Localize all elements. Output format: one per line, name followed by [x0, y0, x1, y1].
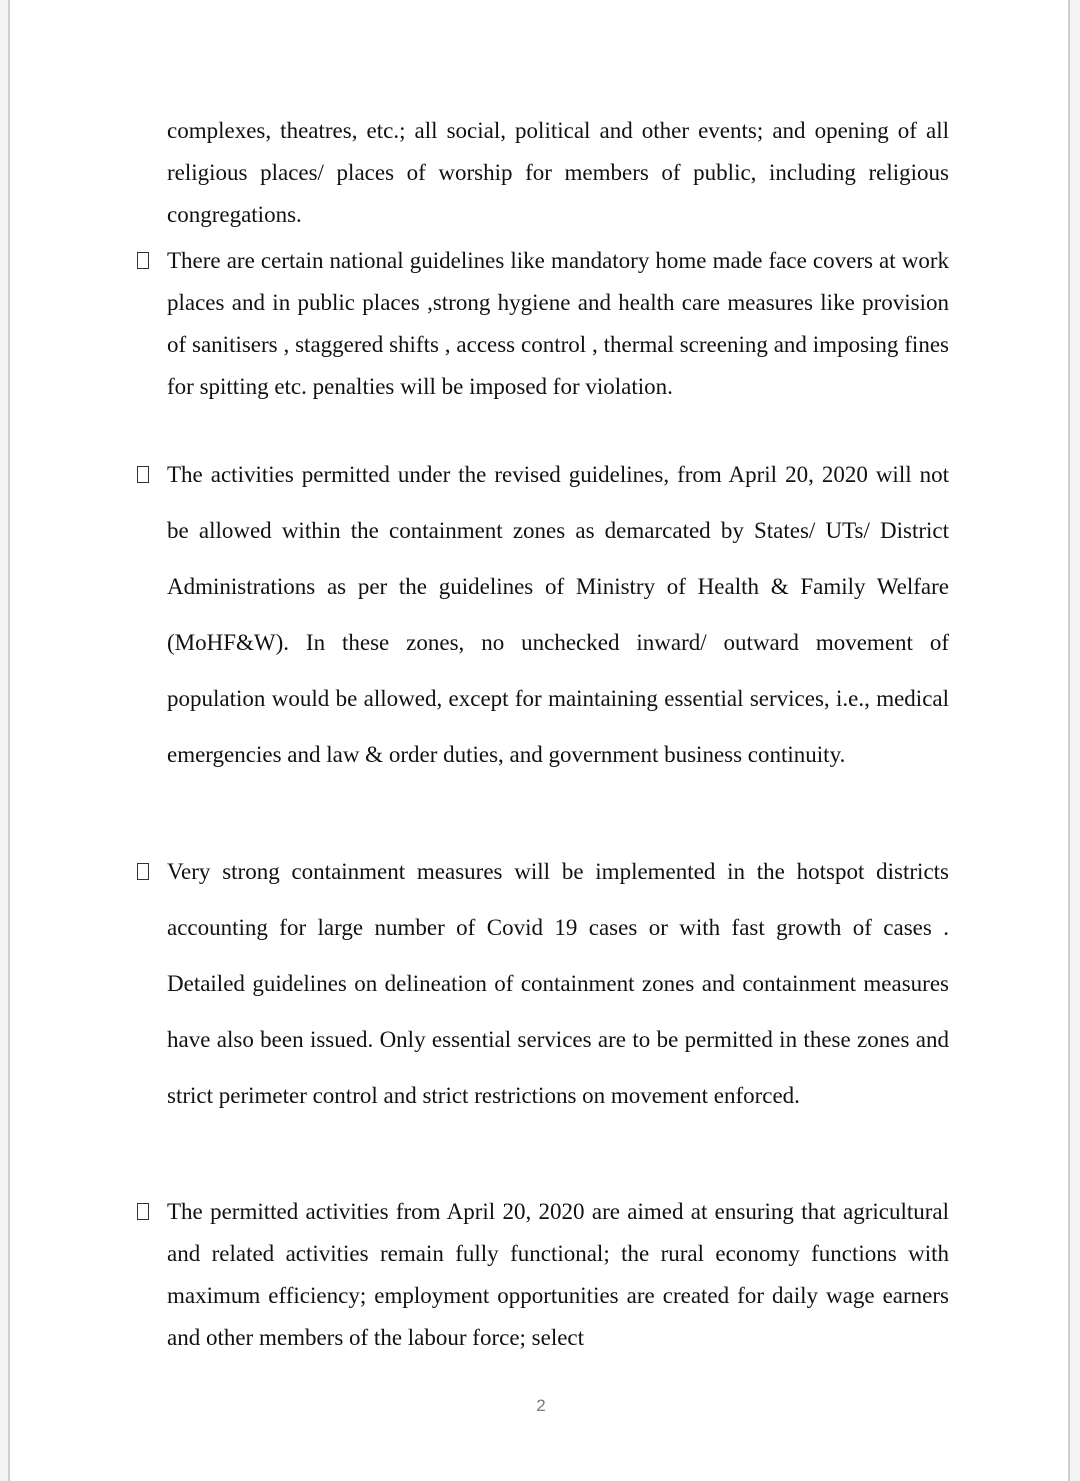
bullet-box-icon	[137, 466, 149, 483]
page-number: 2	[536, 1396, 546, 1415]
paragraph-hotspot-measures: Very strong containment measures will be implemented in the hotspot districts accounting for large number of Covid 19 cases or with fast growth of cases . Detailed guidelines on delineation of containment zones and containment measures have also been issued. Only essential services are to be permitted in these zones and strict perimeter control and strict restrictions on movement enforced.	[167, 859, 949, 1108]
paragraph-continuation: complexes, theatres, etc.; all social, political and other events; and opening of all religious places/ places of worship for members of public, including religious congregations.	[167, 118, 949, 227]
paragraph-permitted-activities: The permitted activities from April 20, 2020 are aimed at ensuring that agricultural and related activities remain fully functional; the rural economy functions with maximum efficiency; employment opportunities are created for daily wage earners and other members of the labour force; select	[167, 1199, 949, 1350]
bullet-box-icon	[137, 863, 149, 880]
bullet-box-icon	[137, 252, 149, 269]
document-page	[8, 0, 1070, 1481]
paragraph-containment-zones: The activities permitted under the revised guidelines, from April 20, 2020 will not be allowed within the containment zones as demarcated by States/ UTs/ District Administrations as per the guidelines of Ministry of Health & Family Welfare (MoHF&W). In these zones, no unchecked inward/ outward movement of population would be allowed, except for maintaining essential services, i.e., medical emergencies and law & order duties, and government business continuity.	[167, 462, 949, 767]
bullet-box-icon	[137, 1203, 149, 1220]
paragraph-national-guidelines: There are certain national guidelines like mandatory home made face covers at work places and in public places ,strong hygiene and health care measures like provision of sanitisers , staggered shifts , access control , thermal screening and imposing fines for spitting etc. penalties will be imposed for violation.	[167, 248, 949, 399]
